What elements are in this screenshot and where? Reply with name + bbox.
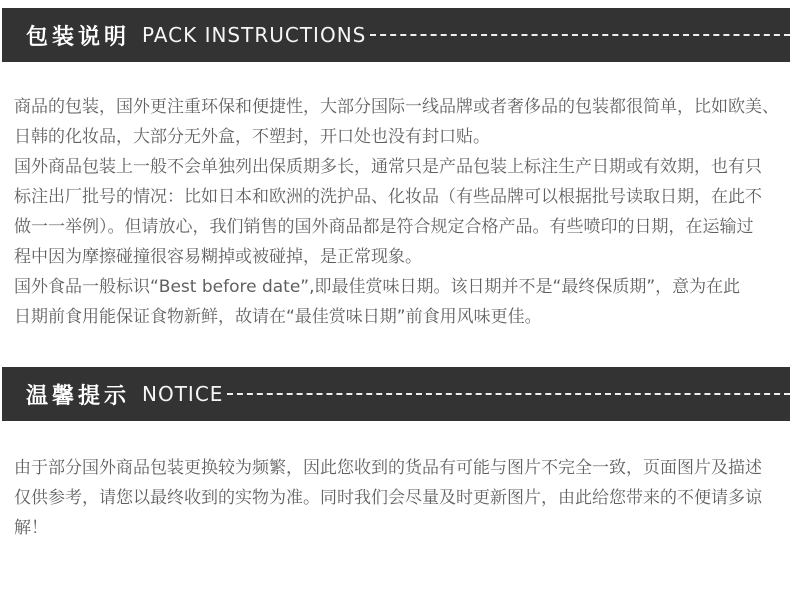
notice-title-en: NOTICE [142, 382, 224, 406]
notice-text-line: 解！ [14, 518, 48, 538]
pack-text-line: 日期前食用能保证食物新鲜，故请在“最佳赏味日期”前食用风味更佳。 [14, 307, 542, 327]
notice-title-cn: 温馨提示 [26, 383, 131, 409]
pack-text-line: 国外商品包装上一般不会单独列出保质期多长，通常只是产品包装上标注生产日期或有效期，也有只 [14, 157, 762, 177]
pack-text-line: 做一一举例）。但请放心，我们销售的国外商品都是符合规定合格产品。有些喷印的日期，在运输过 [14, 217, 754, 237]
notice-text-line: 由于部分国外商品包装更换较为频繁，因此您收到的货品有可能与图片不完全一致，页面图片及描述 [14, 458, 762, 478]
dashed-divider [227, 393, 790, 395]
notice-header-bar [2, 367, 790, 421]
pack-text-line: 国外食品一般标识“Best before date”,即最佳赏味日期。该日期并不是“最终保质期”，意为在此 [14, 277, 741, 297]
pack-text-line: 程中因为摩擦碰撞很容易糊掉或被碰掉，是正常现象。 [14, 247, 422, 267]
pack-instructions-header-bar [2, 8, 790, 62]
pack-text-line: 商品的包装，国外更注重环保和便捷性，大部分国际一线品牌或者奢侈品的包装都很简单，比如欧美、 [14, 97, 779, 117]
pack-text-line: 标注出厂批号的情况：比如日本和欧洲的洗护品、化妆品（有些品牌可以根据批号读取日期，在此不 [14, 187, 762, 207]
pack-instructions-body [0, 92, 790, 332]
pack-title-cn: 包装说明 [26, 24, 131, 50]
dashed-divider [370, 34, 790, 36]
pack-text-line: 日韩的化妆品，大部分无外盒，不塑封，开口处也没有封口贴。 [14, 127, 490, 147]
notice-body [0, 453, 790, 543]
notice-text-line: 仅供参考，请您以最终收到的实物为准。同时我们会尽量及时更新图片，由此给您带来的不便请多谅 [14, 488, 762, 508]
pack-title-en: PACK INSTRUCTIONS [142, 23, 367, 47]
